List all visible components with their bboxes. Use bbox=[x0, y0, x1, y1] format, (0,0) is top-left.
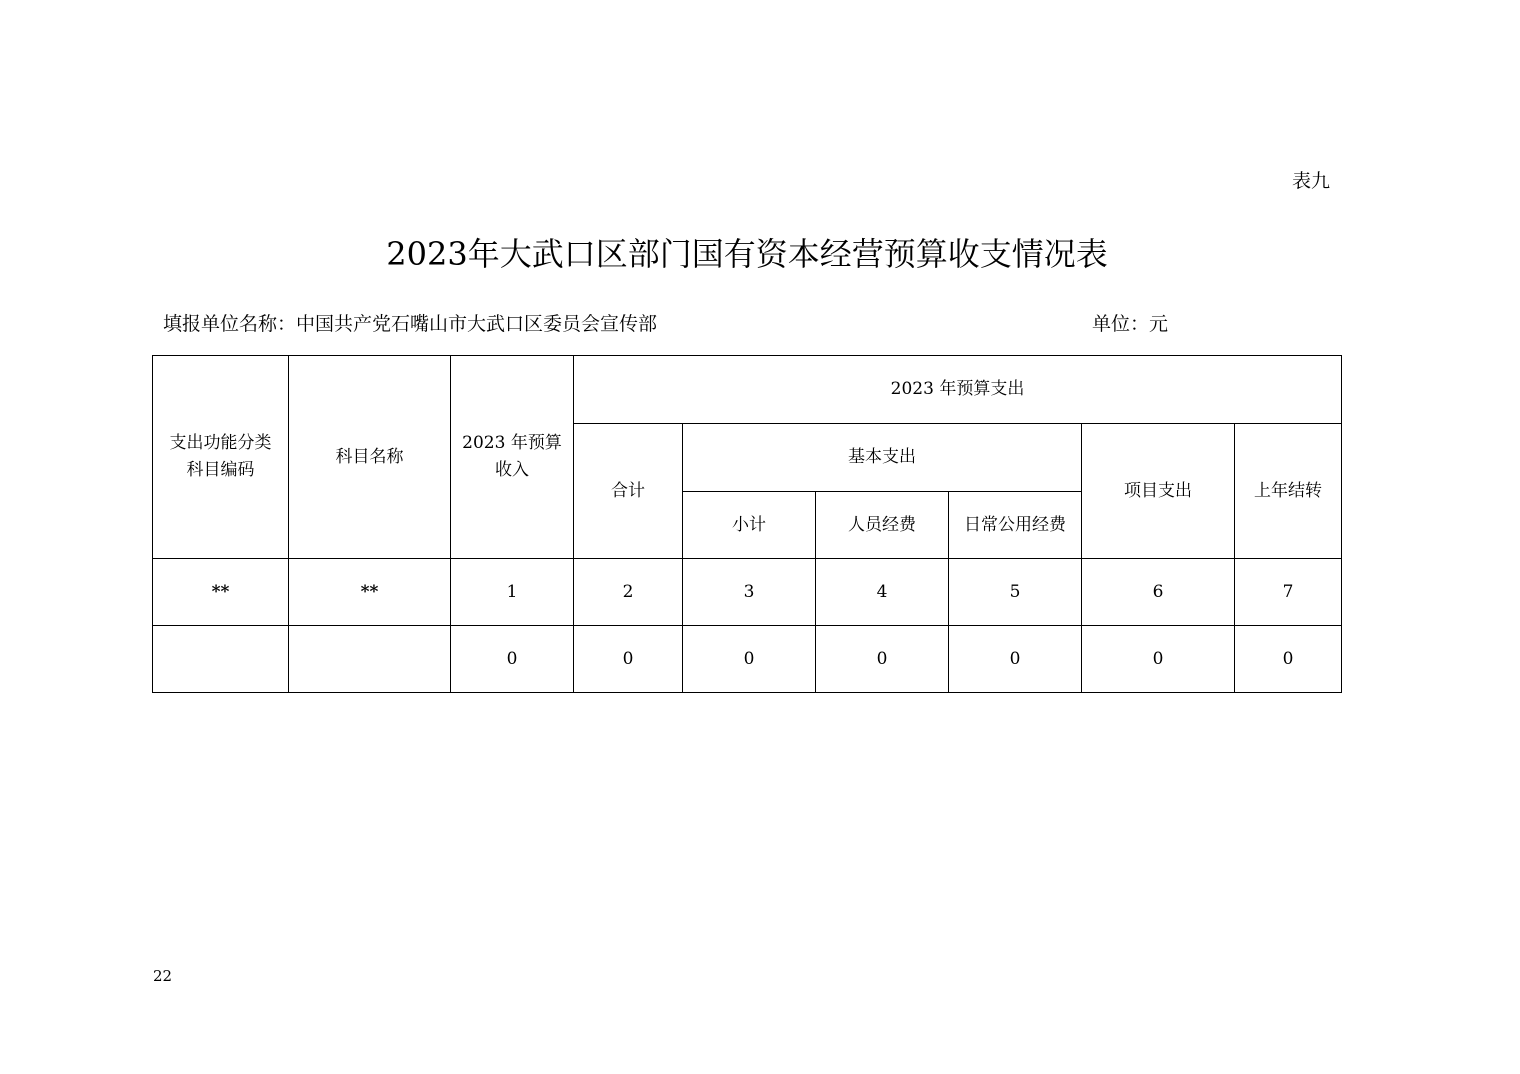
index-cell: 5 bbox=[949, 559, 1082, 626]
data-cell: 0 bbox=[1235, 626, 1342, 693]
data-cell: 0 bbox=[949, 626, 1082, 693]
header-income-cell bbox=[451, 356, 574, 559]
index-cell: ** bbox=[153, 559, 289, 626]
currency-unit: 单位：元 bbox=[1092, 313, 1169, 335]
data-cell bbox=[289, 626, 451, 693]
index-cell: ** bbox=[289, 559, 451, 626]
header-code-cell bbox=[153, 356, 289, 559]
index-cell: 7 bbox=[1235, 559, 1342, 626]
page-number: 22 bbox=[153, 967, 173, 985]
header-personnel: 人员经费 bbox=[816, 492, 949, 559]
index-row bbox=[153, 559, 1342, 626]
header-carryover: 上年结转 bbox=[1235, 424, 1342, 559]
header-subject-cell bbox=[289, 356, 451, 559]
header-project: 项目支出 bbox=[1082, 424, 1235, 559]
header-total: 合计 bbox=[574, 424, 683, 559]
index-cell: 3 bbox=[683, 559, 816, 626]
index-cell: 4 bbox=[816, 559, 949, 626]
header-expense-group: 2023 年预算支出 bbox=[574, 356, 1342, 424]
header-subject: 科目名称 bbox=[335, 446, 404, 467]
data-row bbox=[153, 626, 1342, 693]
header-row-1 bbox=[153, 356, 1342, 424]
index-cell: 1 bbox=[451, 559, 574, 626]
header-income-line2: 收入 bbox=[495, 460, 529, 480]
header-code-line1: 支出功能分类 bbox=[169, 433, 272, 453]
header-daily: 日常公用经费 bbox=[949, 492, 1082, 559]
reporting-unit: 填报单位名称：中国共产党石嘴山市大武口区委员会宣传部 bbox=[163, 313, 658, 335]
data-cell: 0 bbox=[574, 626, 683, 693]
header-code-line2: 科目编码 bbox=[186, 460, 255, 480]
budget-table bbox=[152, 355, 1342, 693]
page-title: 2023年大武口区部门国有资本经营预算收支情况表 bbox=[386, 235, 1108, 273]
header-income-line1: 2023 年预算 bbox=[462, 433, 562, 453]
data-cell: 0 bbox=[683, 626, 816, 693]
header-basic-group: 基本支出 bbox=[683, 424, 1082, 492]
data-cell bbox=[153, 626, 289, 693]
data-cell: 0 bbox=[816, 626, 949, 693]
table-number-label: 表九 bbox=[1291, 170, 1330, 192]
index-cell: 6 bbox=[1082, 559, 1235, 626]
header-subtotal: 小计 bbox=[683, 492, 816, 559]
data-cell: 0 bbox=[451, 626, 574, 693]
index-cell: 2 bbox=[574, 559, 683, 626]
data-cell: 0 bbox=[1082, 626, 1235, 693]
